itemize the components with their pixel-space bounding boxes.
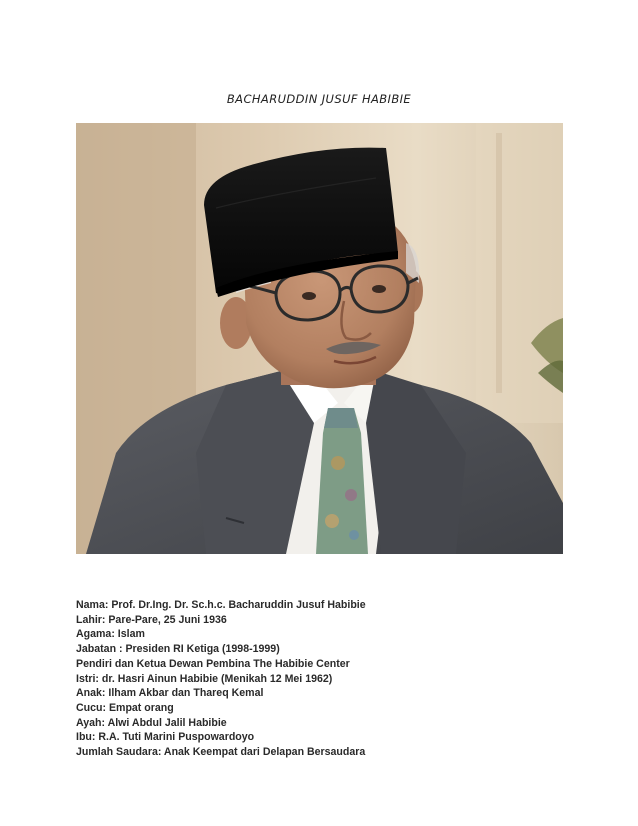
bio-religion: Agama: Islam — [76, 628, 145, 641]
bio-children: Anak: Ilham Akbar dan Thareq Kemal — [76, 687, 264, 700]
bio-position: Jabatan : Presiden RI Ketiga (1998-1999) — [76, 643, 280, 656]
bio-wife: Istri: dr. Hasri Ainun Habibie (Menikah 12 Mei 1962) — [76, 672, 333, 685]
bio-name: Nama: Prof. Dr.Ing. Dr. Sc.h.c. Bacharuddin Jusuf Habibie — [76, 599, 366, 611]
bio-founder: Pendiri dan Ketua Dewan Pembina The Habibie Center — [76, 657, 350, 670]
bio-father: Ayah: Alwi Abdul Jalil Habibie — [76, 716, 227, 729]
bio-birth: Lahir: Pare-Pare, 25 Juni 1936 — [76, 613, 227, 626]
portrait-photo — [76, 123, 563, 554]
bio-list — [76, 598, 576, 760]
bio-grandchildren: Cucu: Empat orang — [76, 701, 174, 714]
bio-siblings: Jumlah Saudara: Anak Keempat dari Delapan Bersaudara — [76, 746, 366, 759]
bio-mother: Ibu: R.A. Tuti Marini Puspowardoyo — [76, 731, 255, 744]
document-title: BACHARUDDIN JUSUF HABIBIE — [226, 92, 412, 106]
